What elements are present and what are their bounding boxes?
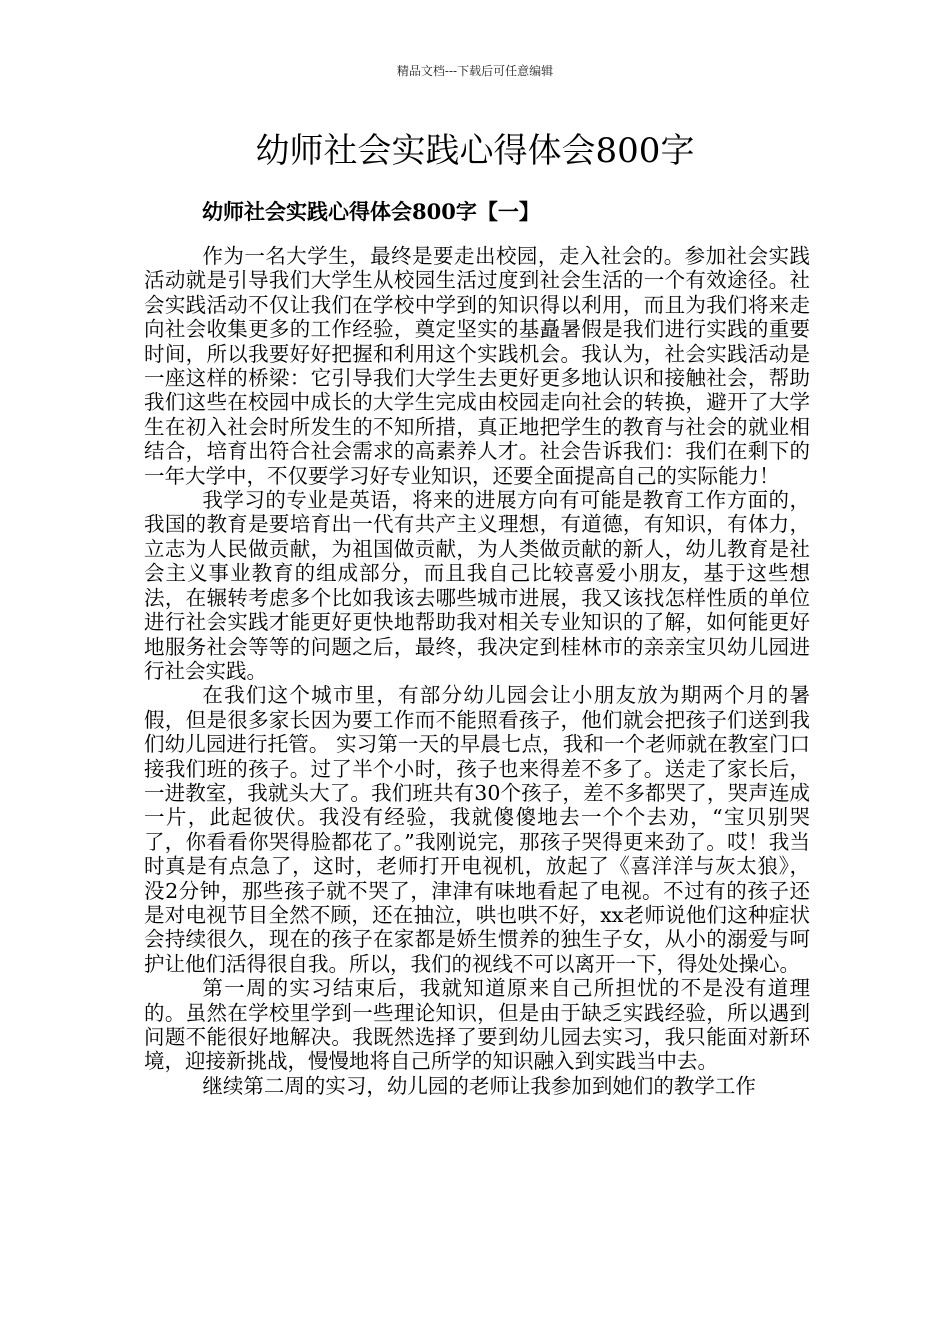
- paragraph: 在我们这个城市里，有部分幼儿园会让小朋友放为期两个月的暑假，但是很多家长因为要工作而不能照看孩子，他们就会把孩子们送到我们幼儿园进行托管。 实习第一天的早晨七点，我和一个老师就在教室门口接我们班的孩子。过了半个小时，孩子也来得差不多了。送走了家长后，一进教室，我就头大了。我们班共有30个孩子，差不多都哭了，哭声连成一片，此起彼伏。我没有经验，我就傻傻地去一个个去劝，“宝贝别哭了，你看看你哭得脸都花了。”我刚说完，那孩子哭得更来劲了。哎！我当时真是有点急了，这时，老师打开电视机，放起了《喜洋洋与灰太狼》，没2分钟，那些孩子就不哭了，津津有味地看起了电视。不过有的孩子还是对电视节目全然不顾，还在抽泣，哄也哄不好，xx老师说他们这种症状会持续很久，现在的孩子在家都是娇生惯养的独生子女，从小的溺爱与呵护让他们活得很自我。所以，我们的视线不可以离开一下，得处处操心。: [144, 683, 810, 976]
- paragraph: 第一周的实习结束后，我就知道原来自己所担忧的不是没有道理的。虽然在学校里学到一些理论知识，但是由于缺乏实践经验，所以遇到问题不能很好地解决。我既然选择了要到幼儿园去实习，我只能面对新环境，迎接新挑战，慢慢地将自己所学的知识融入到实践当中去。: [144, 976, 810, 1074]
- document-subtitle: 幼师社会实践心得体会800字【一】: [202, 199, 540, 224]
- page-header: 精品文档---下载后可任意编辑: [396, 64, 554, 78]
- document-title: 幼师社会实践心得体会800字: [255, 131, 695, 171]
- document-body: [144, 244, 810, 1098]
- paragraph: 继续第二周的实习，幼儿园的老师让我参加到她们的教学工作: [202, 1073, 756, 1098]
- paragraph: 作为一名大学生，最终是要走出校园，走入社会的。参加社会实践活动就是引导我们大学生从校园生活过度到社会生活的一个有效途径。社会实践活动不仅让我们在学校中学到的知识得以利用，而且为我们将来走向社会收集更多的工作经验，奠定坚实的基矗暑假是我们进行实践的重要时间，所以我要好好把握和利用这个实践机会。我认为，社会实践活动是一座这样的桥梁：它引导我们大学生去更好更多地认识和接触社会，帮助我们这些在校园中成长的大学生完成由校园走向社会的转换，避开了大学生在初入社会时所发生的不知所措，真正地把学生的教育与社会的就业相结合，培育出符合社会需求的高素养人才。社会告诉我们：我们在剩下的一年大学中，不仅要学习好专业知识，还要全面提高自己的实际能力！: [144, 244, 810, 488]
- paragraph: 我学习的专业是英语，将来的进展方向有可能是教育工作方面的，我国的教育是要培育出一代有共产主义理想，有道德，有知识，有体力，立志为人民做贡献，为祖国做贡献，为人类做贡献的新人，幼儿教育是社会主义事业教育的组成部分，而且我自己比较喜爱小朋友，基于这些想法，在辗转考虑多个比如我该去哪些城市进展，我又该找怎样性质的单位进行社会实践才能更好更快地帮助我对相关专业知识的了解，如何能更好地服务社会等等的问题之后，最终，我决定到桂林市的亲亲宝贝幼儿园进行社会实践。: [144, 488, 810, 683]
